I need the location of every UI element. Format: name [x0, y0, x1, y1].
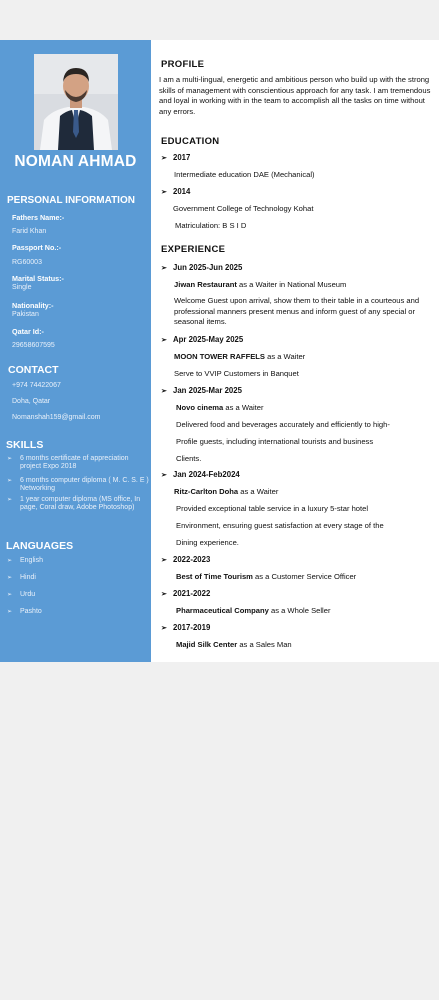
bullet-arrow-icon: ➢: [161, 591, 167, 598]
skills-heading: SKILLS: [6, 439, 44, 451]
experience-date: ➢ Jan 2024-Feb2024: [161, 470, 240, 479]
education-detail: Government College of Technology Kohat: [173, 204, 314, 213]
experience-date: ➢ Apr 2025-May 2025: [161, 335, 244, 344]
passport-value: RG60003: [12, 259, 42, 266]
bullet-arrow-icon: ➢: [7, 575, 13, 581]
experience-role: Ritz-Carlton Doha as a Waiter: [174, 487, 279, 496]
bullet-arrow-icon: ➢: [161, 337, 167, 344]
qatar-id-value: 29658607595: [12, 342, 55, 349]
education-year: ➢ 2014: [161, 187, 191, 196]
languages-heading: LANGUAGES: [6, 540, 74, 552]
bullet-arrow-icon: ➢: [161, 265, 167, 272]
bullet-arrow-icon: ➢: [7, 609, 13, 615]
experience-role: Majid Silk Center as a Sales Man: [176, 640, 292, 649]
bullet-arrow-icon: ➢: [7, 456, 13, 462]
nationality-value: Pakistan: [12, 311, 39, 318]
experience-description: Dining experience.: [176, 538, 239, 547]
experience-description: Delivered food and beverages accurately and efficiently to high-: [176, 420, 390, 429]
experience-description: Environment, ensuring guest satisfaction at every stage of the: [176, 521, 384, 530]
contact-heading: CONTACT: [8, 364, 59, 376]
profile-heading: PROFILE: [161, 59, 205, 70]
experience-description: Serve to VVIP Customers in Banquet: [174, 369, 299, 378]
bullet-arrow-icon: ➢: [161, 625, 167, 632]
qatar-id-label: Qatar Id:-: [12, 327, 44, 336]
fathers-name-label: Fathers Name:-: [12, 213, 65, 222]
education-year: ➢ 2017: [161, 153, 191, 162]
full-name: NOMAN AHMAD: [14, 153, 137, 170]
experience-date: ➢ Jun 2025-Jun 2025: [161, 263, 243, 272]
experience-description: Provided exceptional table service in a luxury 5-star hotel: [176, 504, 369, 513]
education-detail: Matriculation: B S I D: [175, 221, 247, 230]
bullet-arrow-icon: ➢: [161, 189, 167, 196]
passport-label: Passport No.:-: [12, 243, 62, 252]
bullet-arrow-icon: ➢: [7, 558, 13, 564]
education-heading: EDUCATION: [161, 136, 220, 147]
experience-date: ➢ 2021-2022: [161, 589, 211, 598]
experience-role: Best of Time Tourism as a Customer Service Officer: [176, 572, 357, 581]
experience-heading: EXPERIENCE: [161, 244, 226, 255]
bullet-arrow-icon: ➢: [7, 592, 13, 598]
profile-photo: [34, 54, 118, 150]
marital-status-value: Single: [12, 284, 32, 291]
experience-description: Profile guests, including international tourists and business: [176, 437, 374, 446]
experience-role: MOON TOWER RAFFELS as a Waiter: [174, 352, 306, 361]
sidebar: NOMAN AHMAD PERSONAL INFORMATION Fathers Name:- Farid Khan Passport No.:- RG60003 Marital Status:- Single Nationality:- Pakistan Qatar Id:- 29658607595 CONTACT +974 74422067 Doha, Qatar Nomanshah159@gmail.com SKILLS ➢ 6 months certificate of appreciation project Expo 2018 ➢ 6 months computer diploma ( M. C. S. E ) Networking ➢ 1 year computer diploma (MS office, In page, Coral draw, Adobe Photoshop) LANGUAGES ➢ English ➢ Hindi ➢ Urdu ➢ Pashto: [0, 40, 151, 662]
bullet-arrow-icon: ➢: [161, 388, 167, 395]
experience-role: Jiwan Restaurant as a Waiter in National Museum: [174, 280, 347, 289]
location: Doha, Qatar: [12, 398, 51, 405]
main-content: [151, 40, 439, 662]
personal-info-heading: PERSONAL INFORMATION: [7, 195, 135, 206]
experience-description: Welcome Guest upon arrival, show them to their table in a courteous and professional manners present menus and inform guest of any special or seasonal items.: [174, 296, 420, 326]
bullet-arrow-icon: ➢: [161, 472, 167, 479]
experience-role: Pharmaceutical Company as a Whole Seller: [176, 606, 331, 615]
experience-role: Novo cinema as a Waiter: [176, 403, 264, 412]
bullet-arrow-icon: ➢: [161, 155, 167, 162]
email-address: Nomanshah159@gmail.com: [12, 414, 101, 421]
profile-text: I am a multi-lingual, energetic and ambitious person who build up with the strong skills of management with conscientious approach for any task. I am tremendous and loyal in working with in the team to accomplish all the tasks on time without any errors.: [159, 75, 431, 116]
bullet-arrow-icon: ➢: [161, 557, 167, 564]
bullet-arrow-icon: ➢: [7, 497, 13, 503]
bullet-arrow-icon: ➢: [7, 478, 13, 484]
phone-number: +974 74422067: [12, 382, 61, 389]
experience-date: ➢ Jan 2025-Mar 2025: [161, 386, 242, 395]
marital-status-label: Marital Status:-: [12, 274, 64, 283]
experience-description: Clients.: [176, 454, 202, 463]
experience-date: ➢ 2022-2023: [161, 555, 211, 564]
fathers-name-value: Farid Khan: [12, 228, 47, 235]
nationality-label: Nationality:-: [12, 301, 54, 310]
experience-date: ➢ 2017-2019: [161, 623, 211, 632]
education-detail: Intermediate education DAE (Mechanical): [174, 170, 315, 179]
